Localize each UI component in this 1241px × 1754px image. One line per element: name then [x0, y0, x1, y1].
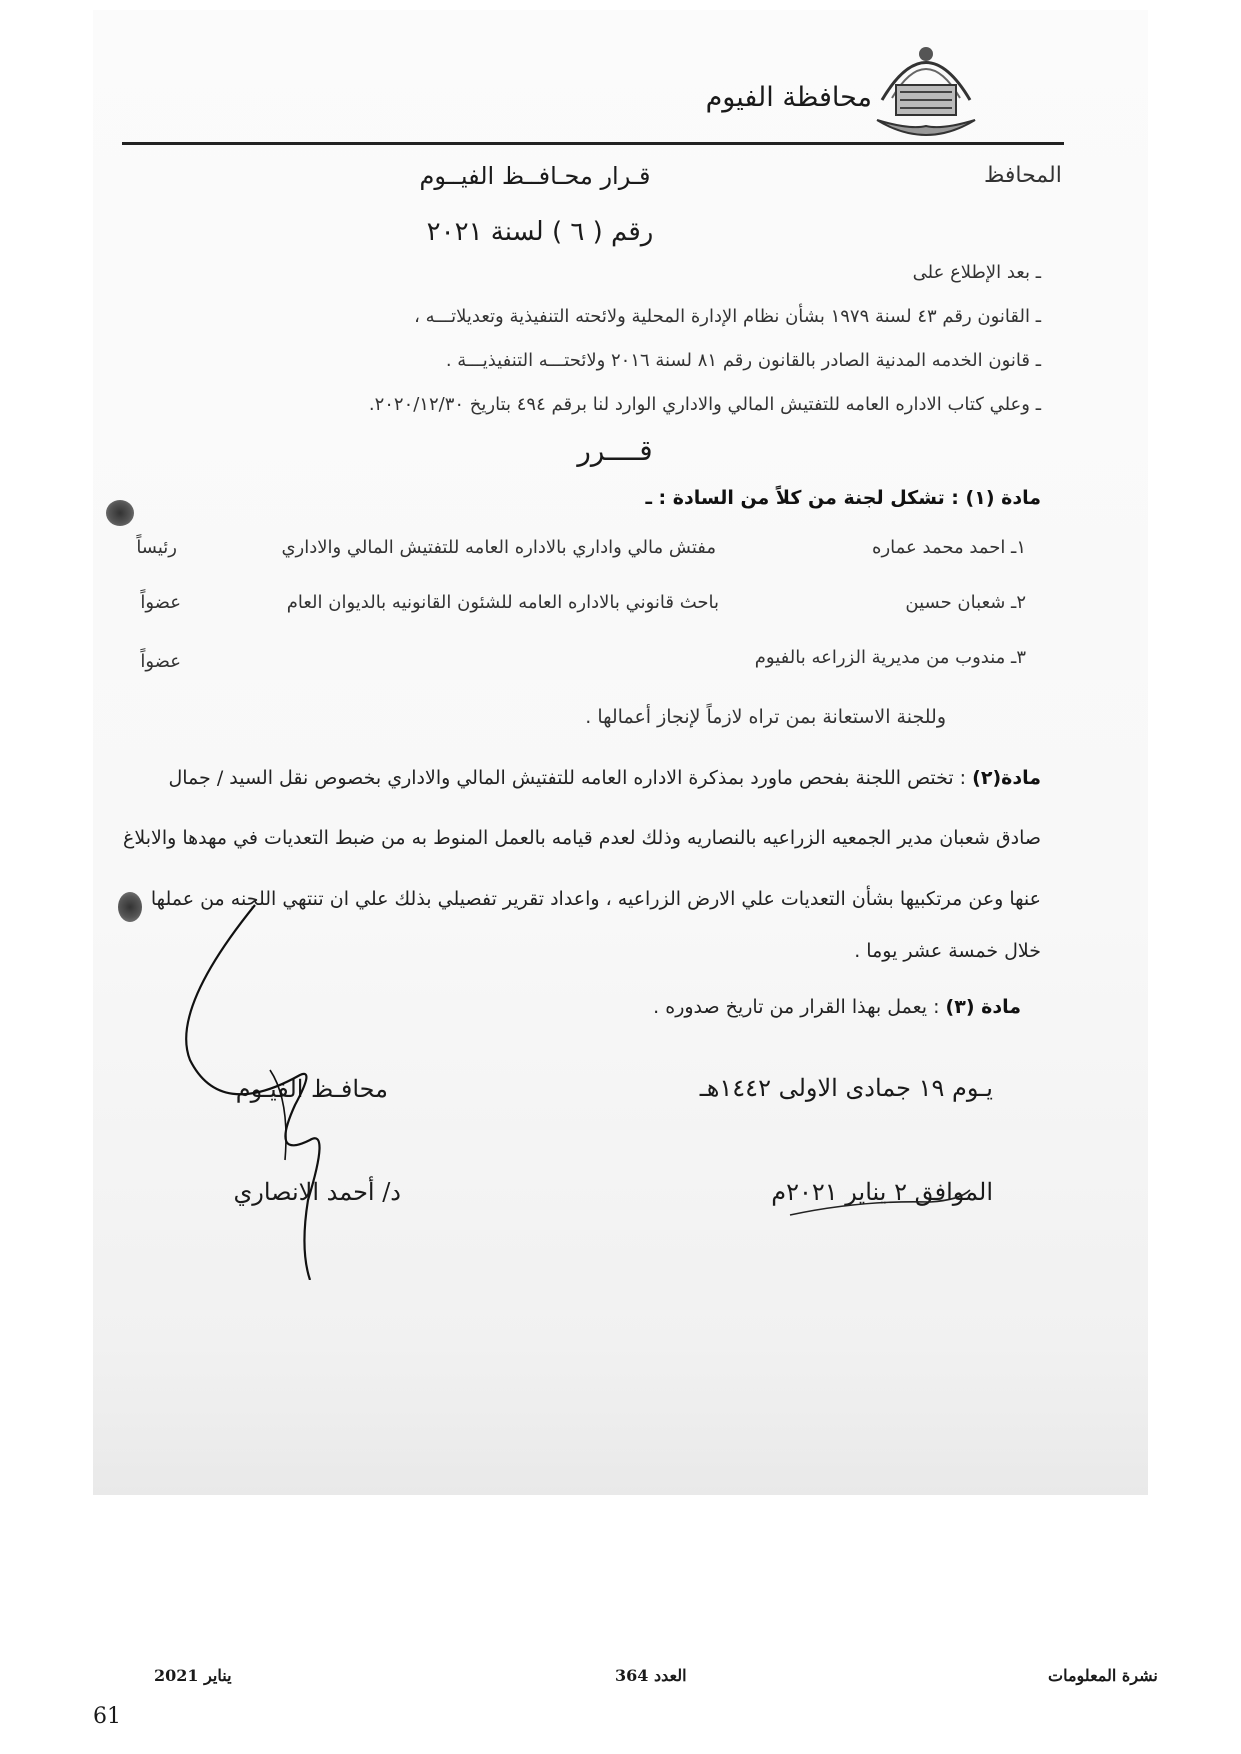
member-role: باحث قانوني بالاداره العامه للشئون القانونيه بالديوان العام: [286, 592, 719, 613]
preamble-item: ـ قانون الخدمه المدنية الصادر بالقانون رقم ٨١ لسنة ٢٠١٦ ولائحتـــه التنفيذيـــة .: [445, 350, 1041, 371]
article2-line: [168, 767, 1041, 789]
decree-title: قـرار محـافــظ الفيــوم: [419, 162, 651, 190]
article3-text: : يعمل بهذا القرار من تاريخ صدوره .: [653, 996, 940, 1018]
member-position: عضواً: [140, 592, 181, 613]
member-name: ١ـ احمد محمد عماره: [872, 537, 1026, 558]
preamble-intro: ـ بعد الإطلاع على: [912, 262, 1041, 283]
ink-blot-mark: [118, 892, 142, 922]
gregorian-date: الموافق ٢ يناير ٢٠٢١م: [771, 1178, 993, 1206]
handwritten-signature-icon: [160, 900, 420, 1280]
governorate-emblem-icon: [872, 30, 980, 142]
article1-heading: مادة (١) : تشكل لجنة من كلاً من السادة : ـ: [645, 487, 1041, 509]
header-rule: [122, 142, 1064, 145]
footer-issue: العدد 364: [615, 1666, 687, 1685]
preamble-item: ـ القانون رقم ٤٣ لسنة ١٩٧٩ بشأن نظام الإدارة المحلية ولائحته التنفيذية وتعديلاتـــه ،: [414, 306, 1041, 327]
decree-number: رقم ( ٦ ) لسنة ٢٠٢١: [426, 217, 654, 247]
hijri-date: يـوم ١٩ جمادى الاولى ١٤٤٢هـ: [699, 1074, 993, 1102]
article2-line: عنها وعن مرتكبيها بشأن التعديات علي الارض الزراعيه ، واعداد تقرير تفصيلي بذلك علي ان تنتهي اللجنه من عملها: [150, 888, 1041, 910]
governorate-name: محافظة الفيوم: [705, 82, 872, 113]
article2-line: خلال خمسة عشر يوما .: [854, 940, 1041, 962]
governor-name: د/ أحمد الانصاري: [233, 1178, 401, 1206]
footer-date: يناير 2021: [154, 1666, 232, 1685]
footer-publication: نشرة المعلومات: [1048, 1666, 1158, 1685]
governor-title: محافـظ الفيـوم: [235, 1075, 388, 1103]
decree-word: قــــرر: [577, 434, 653, 467]
article2-text: : تختص اللجنة بفحص ماورد بمذكرة الاداره العامه للتفتيش المالي والاداري بخصوص نقل السيد / جمال: [168, 767, 967, 789]
date-handwriting-icon: [780, 1160, 980, 1230]
article3-label: مادة (٣): [945, 996, 1021, 1018]
article2-line: صادق شعبان مدير الجمعيه الزراعيه بالنصاريه وذلك لعدم قيامه بالعمل المنوط به من ضبط التعديات في مهدها والابلاغ: [123, 827, 1041, 849]
governor-label: المحافظ: [984, 163, 1062, 188]
member-name: ٢ـ شعبان حسين: [905, 592, 1026, 613]
hole-punch-mark: [106, 500, 134, 526]
preamble-item: ـ وعلي كتاب الاداره العامه للتفتيش المالي والاداري الوارد لنا برقم ٤٩٤ بتاريخ ٢٠٢٠/١٢/٣٠.: [368, 394, 1041, 415]
article1-note: وللجنة الاستعانة بمن تراه لازماً لإنجاز أعمالها .: [585, 706, 946, 728]
member-role: مفتش مالي واداري بالاداره العامه للتفتيش المالي والاداري: [281, 537, 716, 558]
member-position: عضواً: [140, 651, 181, 672]
article2-label: مادة(٢): [972, 767, 1041, 789]
page-number: 61: [93, 1704, 121, 1729]
article3-line: [653, 996, 1021, 1018]
member-name: ٣ـ مندوب من مديرية الزراعه بالفيوم: [754, 647, 1026, 668]
member-position: رئيساً: [136, 537, 177, 558]
